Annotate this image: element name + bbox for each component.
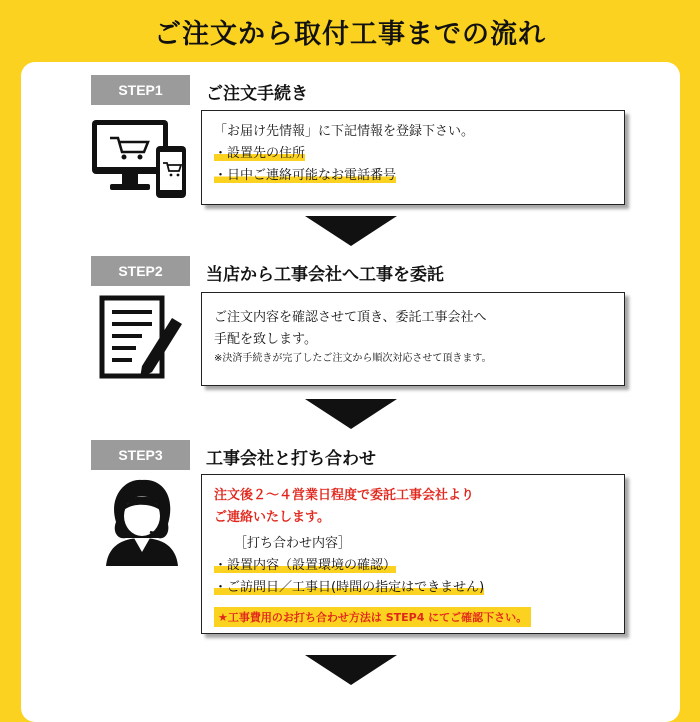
step3-label: STEP3	[91, 440, 190, 470]
step3-red-text-2: ご連絡いたします。	[214, 510, 330, 525]
step3-box	[201, 474, 625, 634]
step2-box	[201, 292, 625, 386]
step2-title: 当店から工事会社へ工事を委託	[206, 265, 444, 285]
arrow-down-icon	[305, 655, 397, 685]
step3-red-text-1: 注文後２～４営業日程度で委託工事会社より	[214, 488, 475, 503]
step1-item-phone: ・日中ご連絡可能なお電話番号	[214, 168, 397, 183]
step2-text-1: ご注文内容を確認させて頂き、委託工事会社へ	[214, 310, 487, 325]
document-pen-icon	[98, 294, 184, 382]
step2-text-2: 手配を致します。	[214, 332, 317, 347]
step2-label: STEP2	[91, 256, 190, 286]
arrow-down-icon	[305, 216, 397, 246]
step2-note: ※決済手続きが完了したご注文から順次対応させて頂きます。	[214, 353, 492, 364]
step3-item-visit-date: ・ご訪問日／工事日(時間の指定はできません)	[214, 580, 485, 595]
step1-label: STEP1	[91, 75, 190, 105]
step3-subheading: ［打ち合わせ内容］	[234, 536, 352, 551]
page-title: ご注文から取付工事までの流れ	[154, 19, 546, 50]
computer-phone-cart-icon	[88, 118, 190, 202]
step3-title: 工事会社と打ち合わせ	[206, 449, 376, 469]
operator-headset-icon	[100, 476, 184, 566]
step3-item-installation: ・設置内容（設置環境の確認）	[214, 558, 397, 573]
step3-note: ★工事費用のお打ち合わせ方法は STEP4 にてご確認下さい。	[214, 607, 531, 627]
step1-title: ご注文手続き	[206, 84, 308, 104]
step1-box	[201, 110, 625, 205]
arrow-down-icon	[305, 399, 397, 429]
step1-item-address: ・設置先の住所	[214, 146, 306, 161]
step1-text: 「お届け先情報」に下記情報を登録下さい。	[214, 124, 475, 139]
